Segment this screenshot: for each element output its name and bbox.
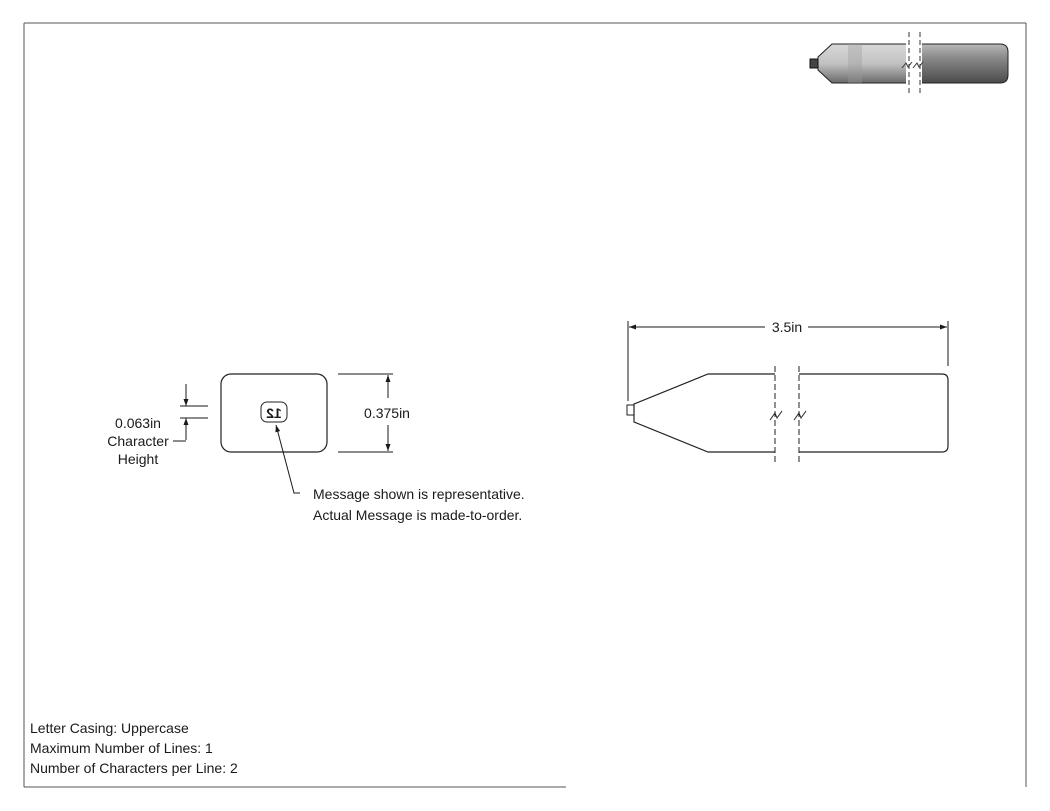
char-height-dimension [173,384,208,441]
length-value: 3.5in [771,319,803,335]
note-line-1: Message shown is representative. [313,486,525,502]
stamp-sample-text: 12 [266,405,282,421]
char-height-value: 0.063in [115,415,161,431]
spec-letter-casing: Letter Casing: Uppercase [30,720,189,736]
sheet-border [24,23,1026,787]
spec-chars-per-line: Number of Characters per Line: 2 [30,760,238,776]
char-height-label: Character [107,433,169,449]
stamp-side-view [627,366,948,464]
spec-max-lines: Maximum Number of Lines: 1 [30,740,213,756]
char-height-label-2: Height [117,451,159,467]
stamp-isometric-thumbnail [810,32,1008,95]
note-leader [276,425,300,493]
note-line-2: Actual Message is made-to-order. [313,507,523,523]
spec-notes [30,718,430,782]
stamp-face-view [221,374,327,452]
face-height-value: 0.375in [364,405,410,421]
